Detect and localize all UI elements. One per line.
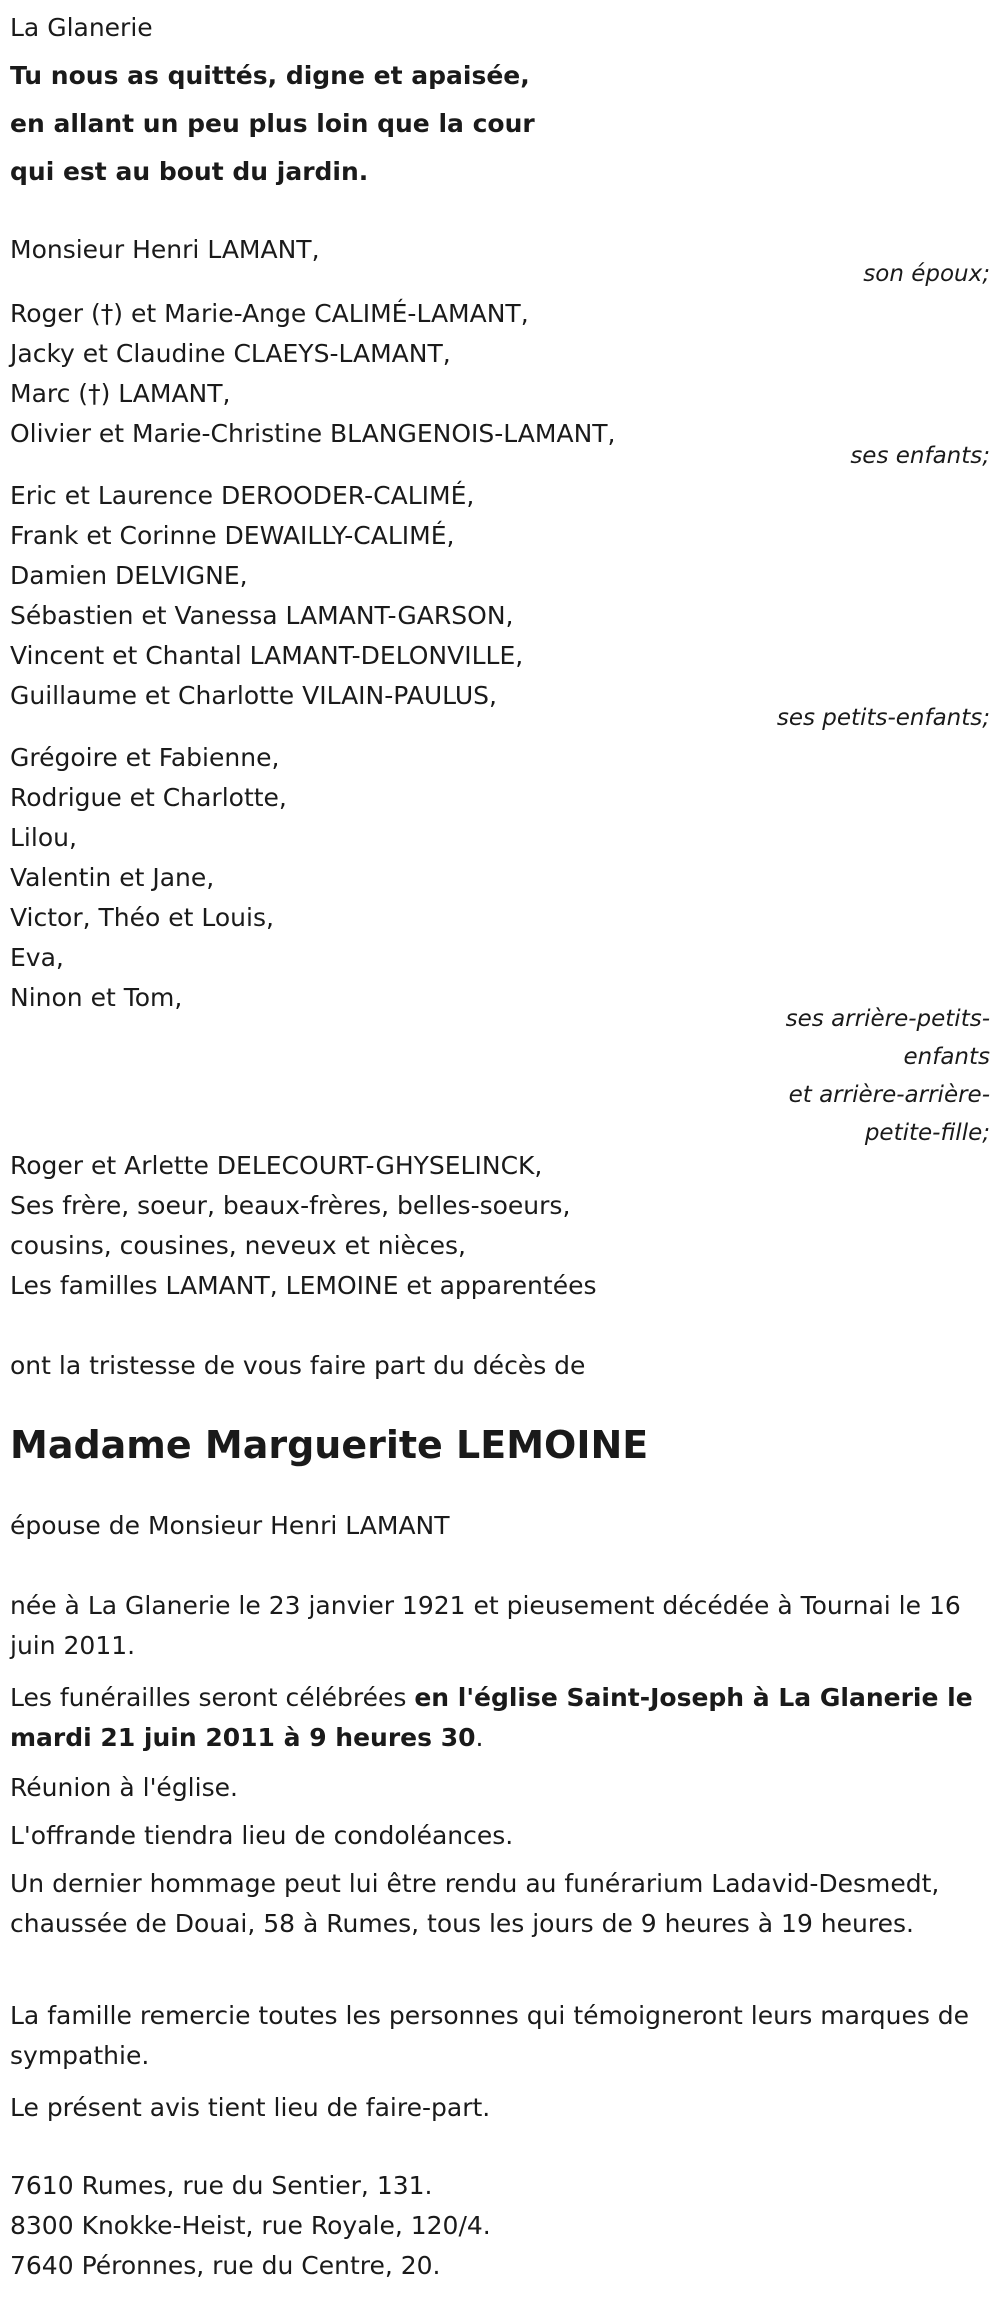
family-name-line: Victor, Théo et Louis, <box>10 903 274 932</box>
family-name-line: Frank et Corinne DEWAILLY-CALIMÉ, <box>10 521 455 550</box>
poem-line: qui est au bout du jardin. <box>10 157 369 186</box>
family-name-line: cousins, cousines, neveux et nièces, <box>10 1231 467 1260</box>
family-name-line: Eric et Laurence DEROODER-CALIMÉ, <box>10 481 475 510</box>
notice-paragraph: Le présent avis tient lieu de faire-part. <box>10 2093 491 2122</box>
family-name-line: Vincent et Chantal LAMANT-DELONVILLE, <box>10 641 524 670</box>
family-name-line: Jacky et Claudine CLAEYS-LAMANT, <box>10 339 451 368</box>
funeral-suffix: . <box>475 1723 484 1752</box>
family-name-line: Sébastien et Vanessa LAMANT-GARSON, <box>10 601 514 630</box>
family-name-line: Olivier et Marie-Christine BLANGENOIS-LAMANT, <box>10 419 616 448</box>
poem <box>10 52 535 196</box>
family-name-line: Valentin et Jane, <box>10 863 215 892</box>
address-line: 8300 Knokke-Heist, rue Royale, 120/4. <box>10 2211 491 2240</box>
place-header: La Glanerie <box>10 13 153 42</box>
tribute-paragraph: Un dernier hommage peut lui être rendu au funérarium Ladavid-Desmedt, chaussée de Douai, 58 à Rumes, tous les jours de 9 heures à 19 heures. <box>10 1869 940 1938</box>
family-name-line: Ses frère, soeur, beaux-frères, belles-soeurs, <box>10 1191 571 1220</box>
funeral-paragraph <box>10 1678 990 1758</box>
family-name-line: Marc (†) LAMANT, <box>10 379 231 408</box>
family-name-line: Les familles LAMANT, LEMOINE et apparentées <box>10 1271 597 1300</box>
addresses <box>10 2166 990 2286</box>
announcement-text: ont la tristesse de vous faire part du décès de <box>10 1351 586 1380</box>
relation-line: et arrière-arrière- <box>788 1082 990 1108</box>
family-name-line: Eva, <box>10 943 64 972</box>
family-name-line: Grégoire et Fabienne, <box>10 743 280 772</box>
family-name-line: Rodrigue et Charlotte, <box>10 783 287 812</box>
spouse-of-text: épouse de Monsieur Henri LAMANT <box>10 1511 450 1540</box>
birth-death-paragraph: née à La Glanerie le 23 janvier 1921 et pieusement décédée à Tournai le 16 juin 2011. <box>10 1591 961 1660</box>
poem-line: Tu nous as quittés, digne et apaisée, <box>10 61 530 90</box>
address-line: 7640 Péronnes, rue du Centre, 20. <box>10 2251 441 2280</box>
family-name-line: Roger (†) et Marie-Ange CALIMÉ-LAMANT, <box>10 299 529 328</box>
grandchildren-group <box>10 476 990 716</box>
offering-paragraph: L'offrande tiendra lieu de condoléances. <box>10 1821 514 1850</box>
family-name-line: Damien DELVIGNE, <box>10 561 248 590</box>
family-name-line: Monsieur Henri LAMANT, <box>10 235 320 264</box>
great-grandchildren-group <box>10 738 990 1018</box>
poem-line: en allant un peu plus loin que la cour <box>10 109 535 138</box>
other-family-group <box>10 1146 990 1306</box>
address-line: 7610 Rumes, rue du Sentier, 131. <box>10 2171 433 2200</box>
funeral-location-date: en l'église Saint-Joseph à La Glanerie le mardi 21 juin 2011 à 9 heures 30 <box>10 1683 973 1752</box>
family-name-line: Roger et Arlette DELECOURT-GHYSELINCK, <box>10 1151 543 1180</box>
funeral-prefix: Les funérailles seront célébrées <box>10 1683 415 1712</box>
family-name-line: Ninon et Tom, <box>10 983 183 1012</box>
children-group <box>10 294 990 454</box>
relation-line: petite-fille; <box>864 1120 990 1146</box>
thanks-paragraph: La famille remercie toutes les personnes qui témoigneront leurs marques de sympathie. <box>10 2001 970 2070</box>
reunion-paragraph: Réunion à l'église. <box>10 1773 238 1802</box>
relation-grandchildren: ses petits-enfants; <box>776 705 990 731</box>
deceased-name: Madame Marguerite LEMOINE <box>10 1423 649 1467</box>
relation-line: ses arrière-petits- <box>785 1006 990 1032</box>
relation-great-grandchildren <box>690 1000 990 1152</box>
relation-spouse: son époux; <box>863 261 990 287</box>
relation-children: ses enfants; <box>850 443 990 469</box>
relation-line: enfants <box>903 1044 990 1070</box>
family-name-line: Guillaume et Charlotte VILAIN-PAULUS, <box>10 681 497 710</box>
family-name-line: Lilou, <box>10 823 77 852</box>
